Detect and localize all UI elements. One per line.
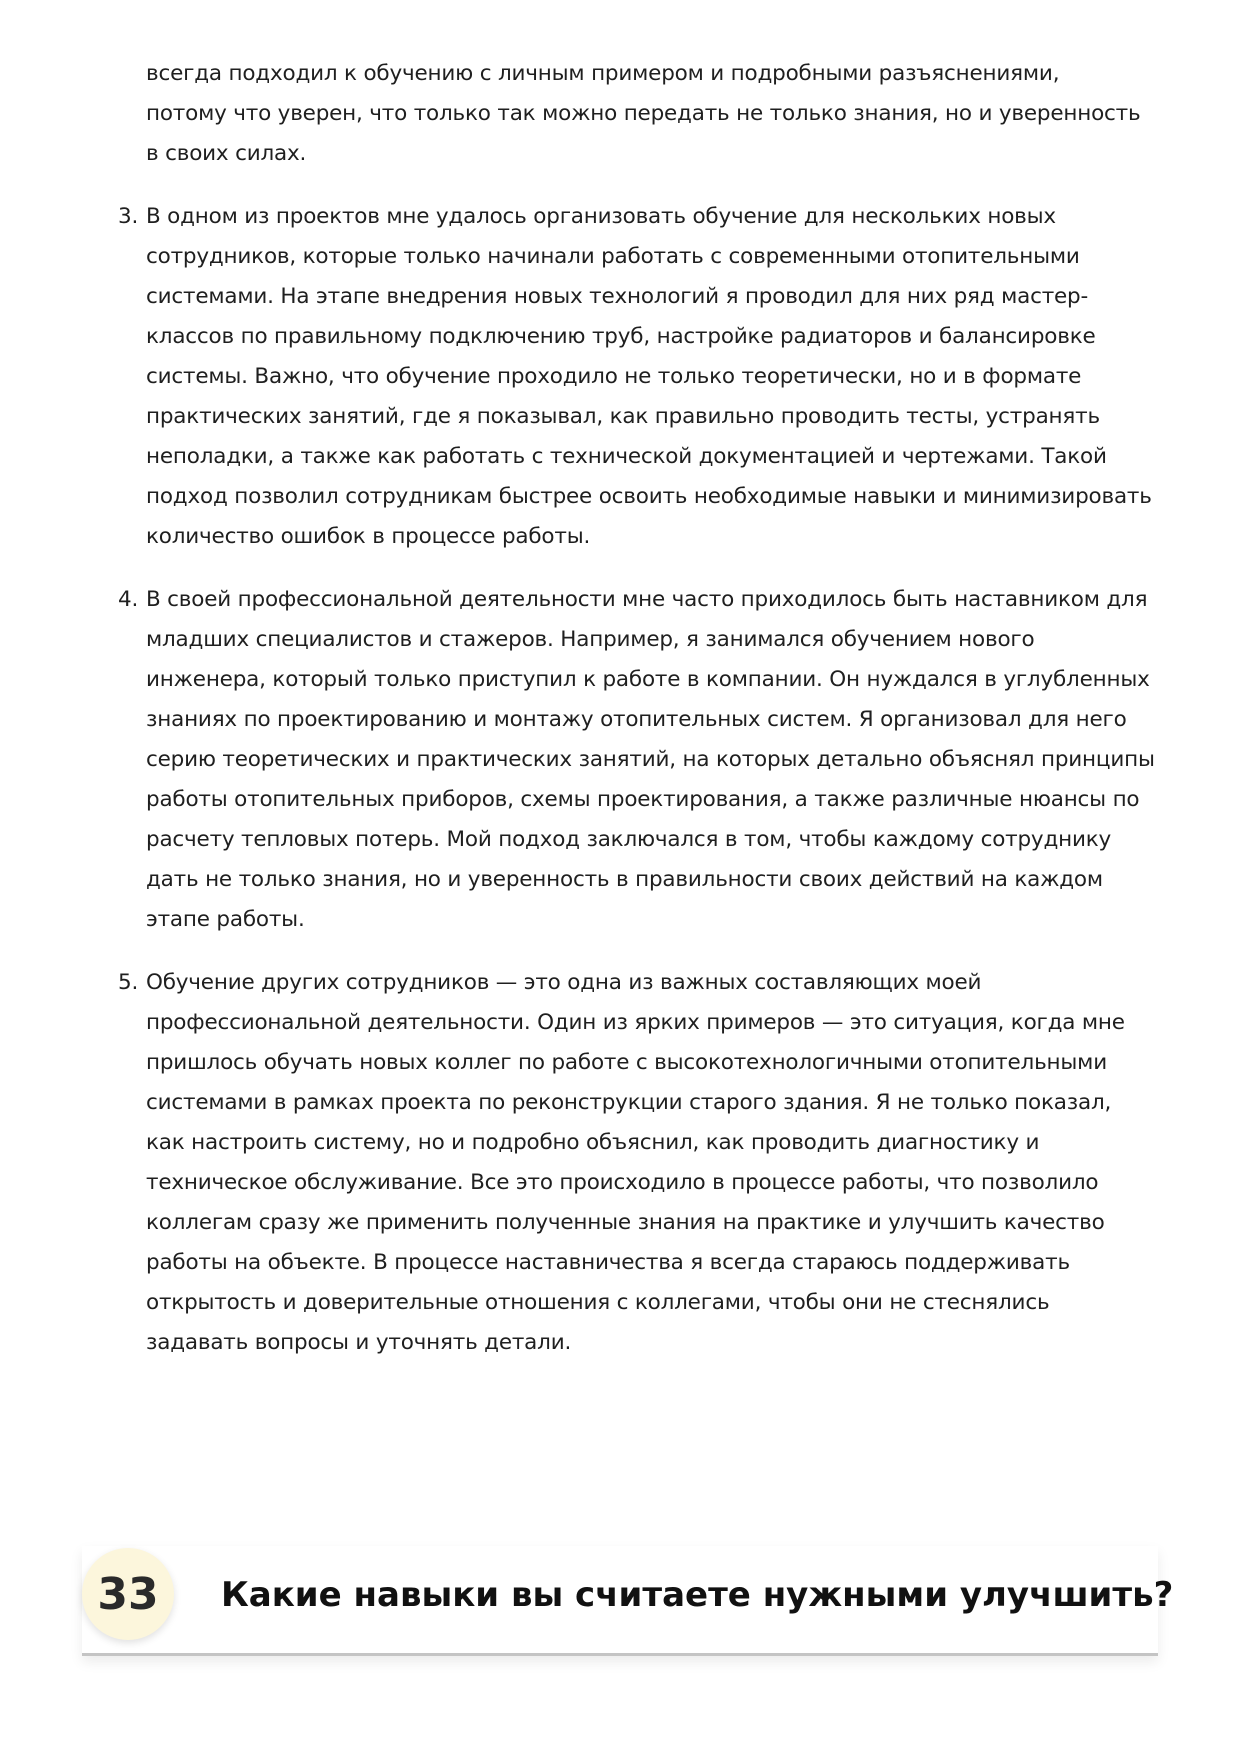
list-item (118, 197, 1156, 557)
document-body (0, 54, 1239, 1386)
list-item (118, 580, 1156, 940)
list-item-number: 3. (118, 204, 139, 229)
question-title: Какие навыки вы считаете нужными улучшить? (221, 1575, 1174, 1615)
list-item (118, 963, 1156, 1363)
question-divider (82, 1653, 1158, 1656)
list-item-text: В одном из проектов мне удалось организовать обучение для нескольких новых сотрудников, которые только начинали работать с современными отопительными системами. На этапе внедрения новых технологий я проводил для них ряд мастер-классов по правильному подключению труб, настройке радиаторов и балансировке системы. Важно, что обучение проходило не только теоретически, но и в формате практических занятий, где я показывал, как правильно проводить тесты, устранять неполадки, а также как работать с технической документацией и чертежами. Такой подход позволил сотрудникам быстрее освоить необходимые навыки и минимизировать количество ошибок в процессе работы. (146, 204, 1152, 549)
question-number-badge: 33 (82, 1548, 174, 1640)
list-item-number: 5. (118, 970, 139, 995)
list-item-text: В своей профессиональной деятельности мне часто приходилось быть наставником для младших специалистов и стажеров. Например, я занимался обучением нового инженера, который только приступил к работе в компании. Он нуждался в углубленных знаниях по проектированию и монтажу отопительных систем. Я организовал для него серию теоретических и практических занятий, на которых детально объяснял принципы работы отопительных приборов, схемы проектирования, а также различные нюансы по расчету тепловых потерь. Мой подход заключался в том, чтобы каждому сотруднику дать не только знания, но и уверенность в правильности своих действий на каждом этапе работы. (146, 587, 1155, 932)
answer-list (0, 197, 1239, 1363)
list-item-number: 4. (118, 587, 139, 612)
list-item-text: Обучение других сотрудников — это одна из важных составляющих моей профессиональной деятельности. Один из ярких примеров — это ситуация, когда мне пришлось обучать новых коллег по работе с высокотехнологичными отопительными системами в рамках проекта по реконструкции старого здания. Я не только показал, как настроить систему, но и подробно объяснил, как проводить диагностику и техническое обслуживание. Все это происходило в процессе работы, что позволило коллегам сразу же применить полученные знания на практике и улучшить качество работы на объекте. В процессе наставничества я всегда стараюсь поддерживать открытость и доверительные отношения с коллегами, чтобы они не стеснялись задавать вопросы и уточнять детали. (146, 970, 1125, 1355)
continuation-paragraph: всегда подходил к обучению с личным примером и подробными разъяснениями, потому что уверен, что только так можно передать не только знания, но и уверенность в своих силах. (146, 61, 1141, 166)
